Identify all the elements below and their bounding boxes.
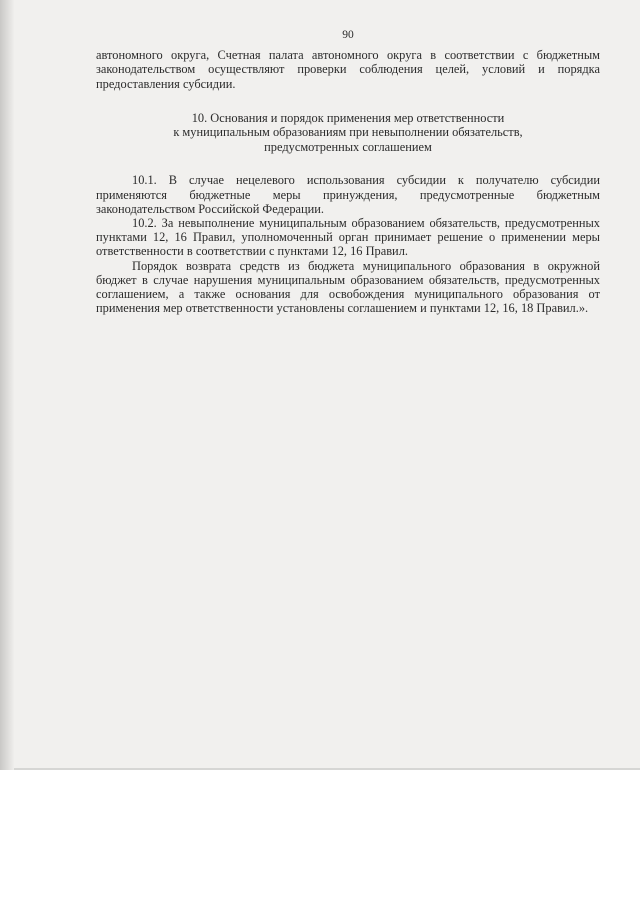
- paragraph-return-procedure: Порядок возврата средств из бюджета муниципального образования в окружной бюджет в случае нарушения муниципальным образованием обязательств, предусмотренных соглашением, а также основания для освобождения муниципального образования от применения мер ответственности установлены соглашением и пунктами 12, 16, 18 Правил.».: [96, 258, 600, 316]
- section-heading-line-2: к муниципальным образованиям при невыполнении обязательств,: [173, 125, 523, 140]
- paragraph-10-1: 10.1. В случае нецелевого использования субсидии к получателю субсидии применяются бюджетные меры принуждения, предусмотренные бюджетным законодательством Российской Федерации.: [96, 173, 600, 216]
- intro-paragraph: автономного округа, Счетная палата автономного округа в соответствии с бюджетным законодательством осуществляют проверки соблюдения целей, условий и порядка предоставления субсидии.: [96, 48, 600, 91]
- section-heading-line-3: предусмотренных соглашением: [264, 139, 432, 154]
- section-heading: [96, 111, 600, 155]
- page-number: 90: [342, 29, 354, 41]
- document-body: [96, 28, 600, 315]
- blank-margin: [0, 770, 640, 905]
- section-heading-line-1: 10. Основания и порядок применения мер ответственности: [191, 110, 505, 125]
- paragraph-10-2: 10.2. За невыполнение муниципальным образованием обязательств, предусмотренных пунктами 12, 16 Правил, уполномоченный орган принимает решение о применении меры ответственности в соответствии с пунктами 12, 16 Правил.: [96, 215, 600, 259]
